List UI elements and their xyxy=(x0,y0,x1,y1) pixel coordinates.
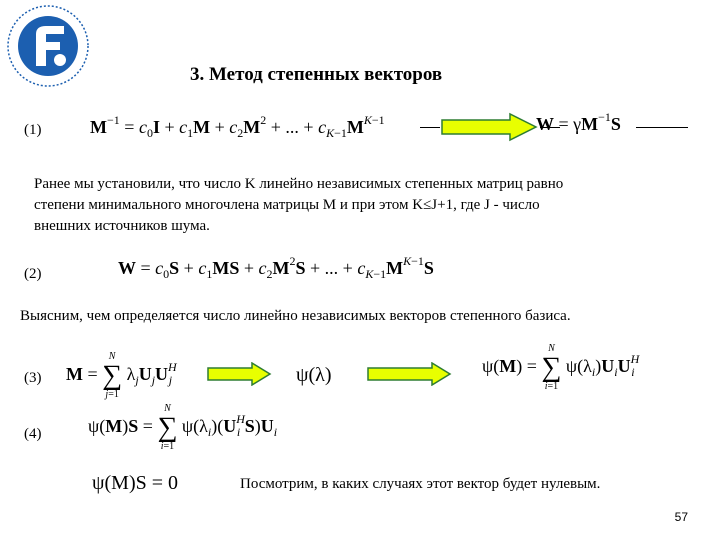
arrow-right-icon xyxy=(206,362,272,386)
equation-label-3: (3) xyxy=(24,370,42,386)
formula-w-definition: $W = \gamma M^{-1}S$ xyxy=(536,110,621,134)
equation-label-4: (4) xyxy=(24,426,42,442)
page-number: 57 xyxy=(674,510,688,524)
formula-zero-condition: ψ(M)S = 0 xyxy=(92,472,179,494)
paragraph-line-3: внешних источников шума. xyxy=(34,218,210,234)
paragraph-line-2: степени минимального многочлена матрицы M и при этом K≤J+1, где J - число xyxy=(34,197,540,213)
formula-psi-lambda: ψ(λ) xyxy=(296,364,332,386)
formula-spectral-decomposition: M = N ∑ j=1 $\lambda_jU_jU^H_j$ xyxy=(66,351,177,400)
equation-label-1: (1) xyxy=(24,122,42,138)
formula-inverse-expansion: $M^{-1} = c_0I + c_1M + c_2M^2$ + ... + $c_{K-1}M^{K-1}$ xyxy=(90,113,385,140)
arrow-right-icon xyxy=(366,362,452,386)
formula-w-expansion: $W = c_0S + c_1MS + c_2M^2S$ + ... + $c_{K-1}M^{K-1}S$ xyxy=(118,254,434,281)
slide-title: 3. Метод степенных векторов xyxy=(190,64,443,85)
arrow-right-icon xyxy=(440,112,540,142)
statement-text: Выясним, чем определяется число линейно независимых векторов степенного базиса. xyxy=(20,308,571,324)
paragraph-line-1: Ранее мы установили, что число K линейно независимых степенных матриц равно xyxy=(34,176,564,192)
equation-label-2: (2) xyxy=(24,266,42,282)
formula-psi-matrix: ψ(M) = N ∑ i=1 $\psi(\lambda_i)U_iU^H_i$ xyxy=(482,343,640,392)
formula-psi-vector: ψ(M)S = N ∑ i=1 $\psi(\lambda_i)(U^H_i$ $S)U_i$ xyxy=(88,403,278,452)
intro-paragraph xyxy=(34,174,694,237)
institute-logo xyxy=(6,4,90,88)
conclusion-text: Посмотрим, в каких случаях этот вектор будет нулевым. xyxy=(240,476,601,492)
